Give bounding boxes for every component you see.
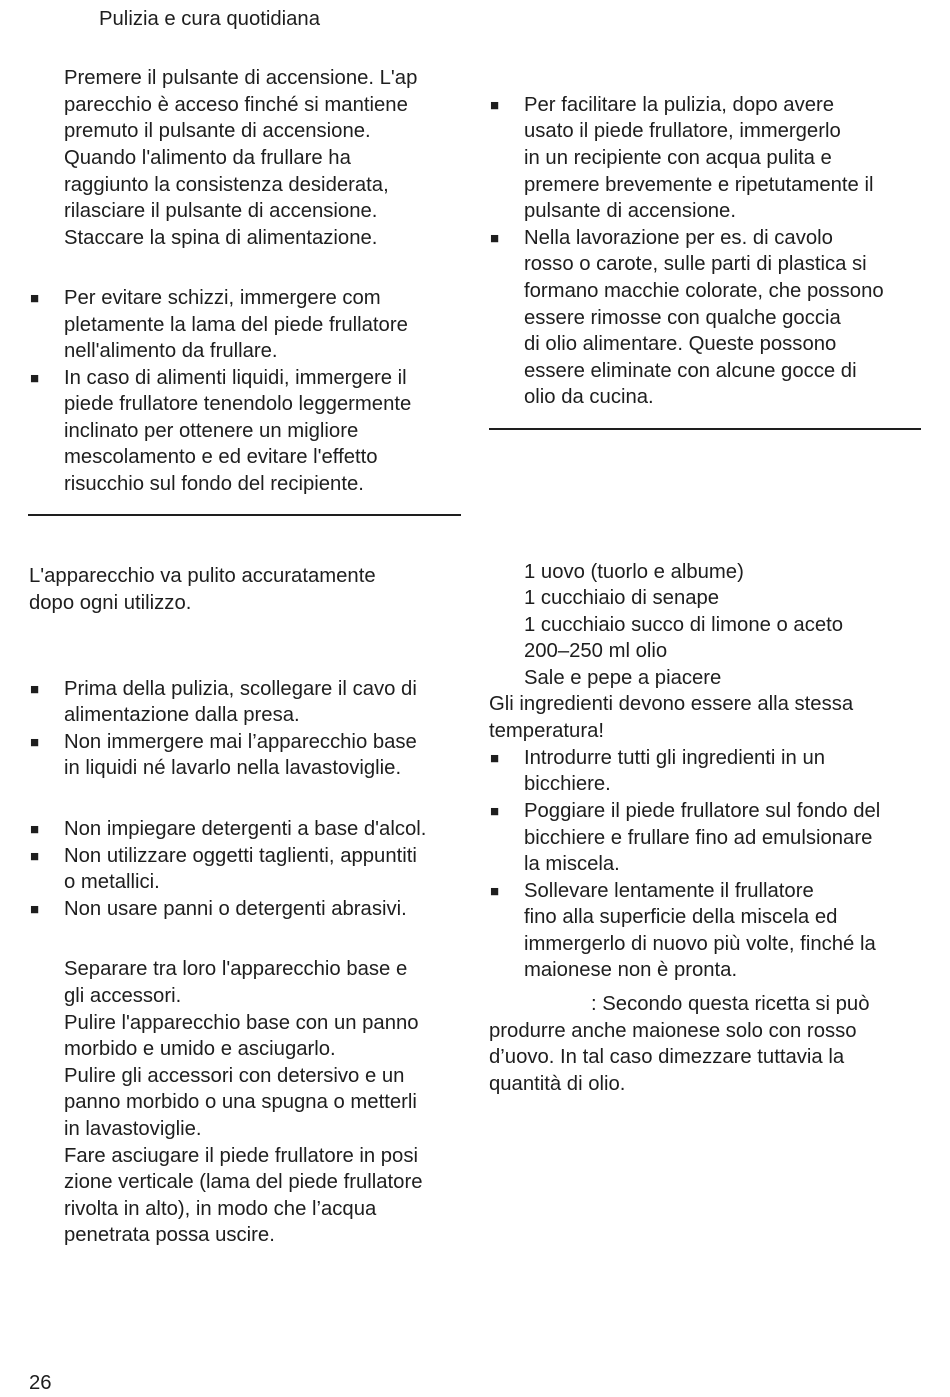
- recipe-step-line: immergerlo di nuovo più volte, finché la: [524, 933, 876, 955]
- step-line: Separare tra loro l'apparecchio base e: [64, 958, 408, 980]
- bullet-square-icon: ■: [30, 848, 40, 865]
- cleaning-intro-line: dopo ogni utilizzo.: [29, 592, 192, 614]
- bullet-square-icon: ■: [30, 734, 40, 751]
- step-line: Pulire gli accessori con detersivo e un: [64, 1065, 405, 1087]
- tip-line: Per evitare schizzi, immergere com: [64, 287, 381, 309]
- ingredient-item: 1 cucchiaio di senape: [524, 587, 720, 609]
- cleaning-tip-line: essere eliminate con alcune gocce di: [524, 360, 857, 382]
- step-line: zione verticale (lama del piede frullatore: [64, 1171, 423, 1193]
- caution-line: Non utilizzare oggetti taglienti, appuntiti: [64, 845, 417, 867]
- recipe-step-line: Poggiare il piede frullatore sul fondo del: [524, 800, 881, 822]
- final-note-line: quantità di olio.: [489, 1073, 626, 1095]
- warning-line: in liquidi né lavarlo nella lavastoviglie.: [64, 757, 402, 779]
- tip-line: piede frullatore tenendolo leggermente: [64, 393, 412, 415]
- ingredient-item: 1 cucchiaio succo di limone o aceto: [524, 614, 844, 636]
- caution-line: o metallici.: [64, 871, 160, 893]
- section-divider: [489, 428, 921, 430]
- step-line: in lavastoviglie.: [64, 1118, 202, 1140]
- cleaning-tip-line: pulsante di accensione.: [524, 200, 736, 222]
- intro-line: Quando l'alimento da frullare ha: [64, 147, 351, 169]
- bullet-square-icon: ■: [30, 681, 40, 698]
- step-line: gli accessori.: [64, 985, 182, 1007]
- intro-line: Staccare la spina di alimentazione.: [64, 227, 378, 249]
- cleaning-tip-line: in un recipiente con acqua pulita e: [524, 147, 832, 169]
- intro-line: Premere il pulsante di accensione. L'ap: [64, 67, 418, 89]
- final-note-line: d’uovo. In tal caso dimezzare tuttavia la: [489, 1046, 845, 1068]
- cleaning-tip-line: premere brevemente e ripetutamente il: [524, 174, 874, 196]
- bullet-square-icon: ■: [490, 803, 500, 820]
- final-note-line: : Secondo questa ricetta si può: [591, 993, 870, 1015]
- cleaning-tip-line: rosso o carote, sulle parti di plastica si: [524, 253, 867, 275]
- recipe-step-line: Introdurre tutti gli ingredienti in un: [524, 747, 826, 769]
- cleaning-intro-line: L'apparecchio va pulito accuratamente: [29, 565, 376, 587]
- tip-line: risucchio sul fondo del recipiente.: [64, 473, 364, 495]
- bullet-square-icon: ■: [490, 750, 500, 767]
- ingredient-item: Sale e pepe a piacere: [524, 667, 722, 689]
- tip-line: mescolamento e ed evitare l'effetto: [64, 446, 378, 468]
- step-line: rivolta in alto), in modo che l’acqua: [64, 1198, 377, 1220]
- bullet-square-icon: ■: [30, 821, 40, 838]
- cleaning-tip-line: formano macchie colorate, che possono: [524, 280, 884, 302]
- tip-line: nell'alimento da frullare.: [64, 340, 278, 362]
- intro-line: premuto il pulsante di accensione.: [64, 120, 371, 142]
- intro-line: rilasciare il pulsante di accensione.: [64, 200, 378, 222]
- warning-line: Non immergere mai l’apparecchio base: [64, 731, 417, 753]
- cleaning-tip-line: di olio alimentare. Queste possono: [524, 333, 837, 355]
- step-line: panno morbido o una spugna o metterli: [64, 1091, 417, 1113]
- section-header-title: Pulizia e cura quotidiana: [99, 8, 320, 30]
- intro-line: raggiunto la consistenza desiderata,: [64, 174, 389, 196]
- bullet-square-icon: ■: [490, 230, 500, 247]
- recipe-step-line: fino alla superficie della miscela ed: [524, 906, 838, 928]
- section-divider: [28, 514, 461, 516]
- caution-line: Non impiegare detergenti a base d'alcol.: [64, 818, 427, 840]
- temperature-note-line: Gli ingredienti devono essere alla stessa: [489, 693, 854, 715]
- recipe-step-line: Sollevare lentamente il frullatore: [524, 880, 814, 902]
- cleaning-tip-line: Nella lavorazione per es. di cavolo: [524, 227, 833, 249]
- cleaning-tip-line: Per facilitare la pulizia, dopo avere: [524, 94, 835, 116]
- step-line: Fare asciugare il piede frullatore in posi: [64, 1145, 418, 1167]
- page-number: 26: [29, 1372, 52, 1394]
- step-line: Pulire l'apparecchio base con un panno: [64, 1012, 419, 1034]
- caution-line: Non usare panni o detergenti abrasivi.: [64, 898, 407, 920]
- step-line: morbido e umido e asciugarlo.: [64, 1038, 336, 1060]
- ingredient-item: 200–250 ml olio: [524, 640, 668, 662]
- recipe-step-line: maionese non è pronta.: [524, 959, 738, 981]
- cleaning-tip-line: usato il piede frullatore, immergerlo: [524, 120, 841, 142]
- tip-line: inclinato per ottenere un migliore: [64, 420, 359, 442]
- bullet-square-icon: ■: [490, 883, 500, 900]
- ingredient-item: 1 uovo (tuorlo e albume): [524, 561, 744, 583]
- warning-line: alimentazione dalla presa.: [64, 704, 300, 726]
- recipe-step-line: bicchiere.: [524, 773, 611, 795]
- recipe-step-line: la miscela.: [524, 853, 620, 875]
- tip-line: In caso di alimenti liquidi, immergere il: [64, 367, 407, 389]
- cleaning-tip-line: olio da cucina.: [524, 386, 654, 408]
- recipe-step-line: bicchiere e frullare fino ad emulsionare: [524, 827, 873, 849]
- bullet-square-icon: ■: [30, 901, 40, 918]
- bullet-square-icon: ■: [30, 290, 40, 307]
- bullet-square-icon: ■: [490, 97, 500, 114]
- temperature-note-line: temperatura!: [489, 720, 604, 742]
- final-note-line: produrre anche maionese solo con rosso: [489, 1020, 857, 1042]
- bullet-square-icon: ■: [30, 370, 40, 387]
- step-line: penetrata possa uscire.: [64, 1224, 275, 1246]
- intro-line: parecchio è acceso finché si mantiene: [64, 94, 408, 116]
- tip-line: pletamente la lama del piede frullatore: [64, 314, 408, 336]
- cleaning-tip-line: essere rimosse con qualche goccia: [524, 307, 841, 329]
- warning-line: Prima della pulizia, scollegare il cavo di: [64, 678, 417, 700]
